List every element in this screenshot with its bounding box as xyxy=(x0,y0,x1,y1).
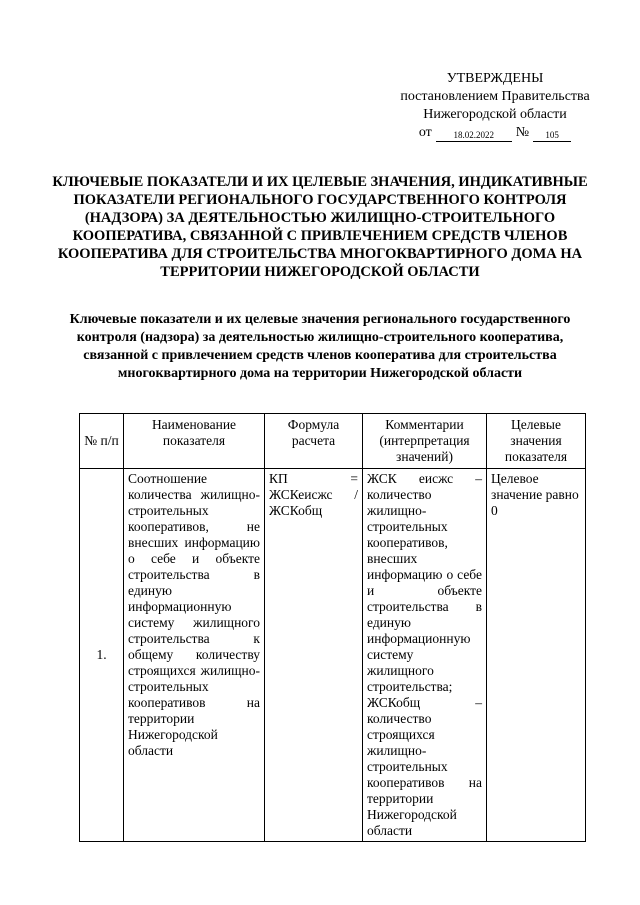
number-label: № xyxy=(515,125,530,140)
header-comments: Комментарии (интерпретация значений) xyxy=(363,414,487,469)
table-row xyxy=(80,469,586,842)
row-number: 1. xyxy=(80,469,124,842)
header-formula: Формула расчета xyxy=(265,414,363,469)
approval-line-3: Нижегородской области xyxy=(423,107,567,122)
document-title: КЛЮЧЕВЫЕ ПОКАЗАТЕЛИ И ИХ ЦЕЛЕВЫЕ ЗНАЧЕНИЯ, ИНДИКАТИВНЫЕ ПОКАЗАТЕЛИ РЕГИОНАЛЬНОГО ГОСУДАРСТВЕННОГО КОНТРОЛЯ (НАДЗОРА) ЗА ДЕЯТЕЛЬНОСТЬЮ ЖИЛИЩНО-СТРОИТЕЛЬНОГО КООПЕРАТИВА, СВЯЗАННОЙ С ПРИВЛЕЧЕНИЕМ СРЕДСТВ ЧЛЕНОВ КООПЕРАТИВА ДЛЯ СТРОИТЕЛЬСТВА МНОГОКВАРТИРНОГО ДОМА НА ТЕРРИТОРИИ НИЖЕГОРОДСКОЙ ОБЛАСТИ xyxy=(52,174,588,280)
table-caption: Ключевые показатели и их целевые значения регионального государственного контроля (надзора) за деятельностью жилищно-строительного кооператива, связанной с привлечением средств членов кооператива для строительства многоквартирного дома на территории Нижегородской области xyxy=(69,312,571,381)
row-comment: ЖСК еисжс – количество жилищно-строительных кооперативов, внесших информацию о себе и объекте строительства в единую информационную систему жилищного строительства; ЖСКобщ – количество строящихся жилищно-строительных кооперативов на территории Нижегородской области xyxy=(363,469,487,842)
from-label: от xyxy=(418,125,432,140)
row-target-value: Целевое значение равно 0 xyxy=(487,469,586,842)
kpi-table xyxy=(79,413,586,842)
approval-number: 105 xyxy=(533,130,571,142)
approval-stamp xyxy=(380,70,610,142)
approval-line-2: постановлением Правительства xyxy=(400,89,590,104)
approval-date: 18.02.2022 xyxy=(436,130,512,142)
header-number: № п/п xyxy=(80,414,124,469)
approval-date-number xyxy=(380,124,610,142)
header-target-values: Целевые значения показателя xyxy=(487,414,586,469)
header-indicator-name: Наименование показателя xyxy=(124,414,265,469)
row-indicator-name: Соотношение количества жилищно-строительных кооперативов, не внесших информацию о себе и объекте строительства в единую информационную систему жилищного строительства к общему количеству строящихся жилищно-строительных кооперативов на территории Нижегородской области xyxy=(124,469,265,842)
table-header-row xyxy=(80,414,586,469)
row-formula: КП = ЖСКеисжс / ЖСКобщ xyxy=(265,469,363,842)
approval-line-1: УТВЕРЖДЕНЫ xyxy=(446,71,544,86)
